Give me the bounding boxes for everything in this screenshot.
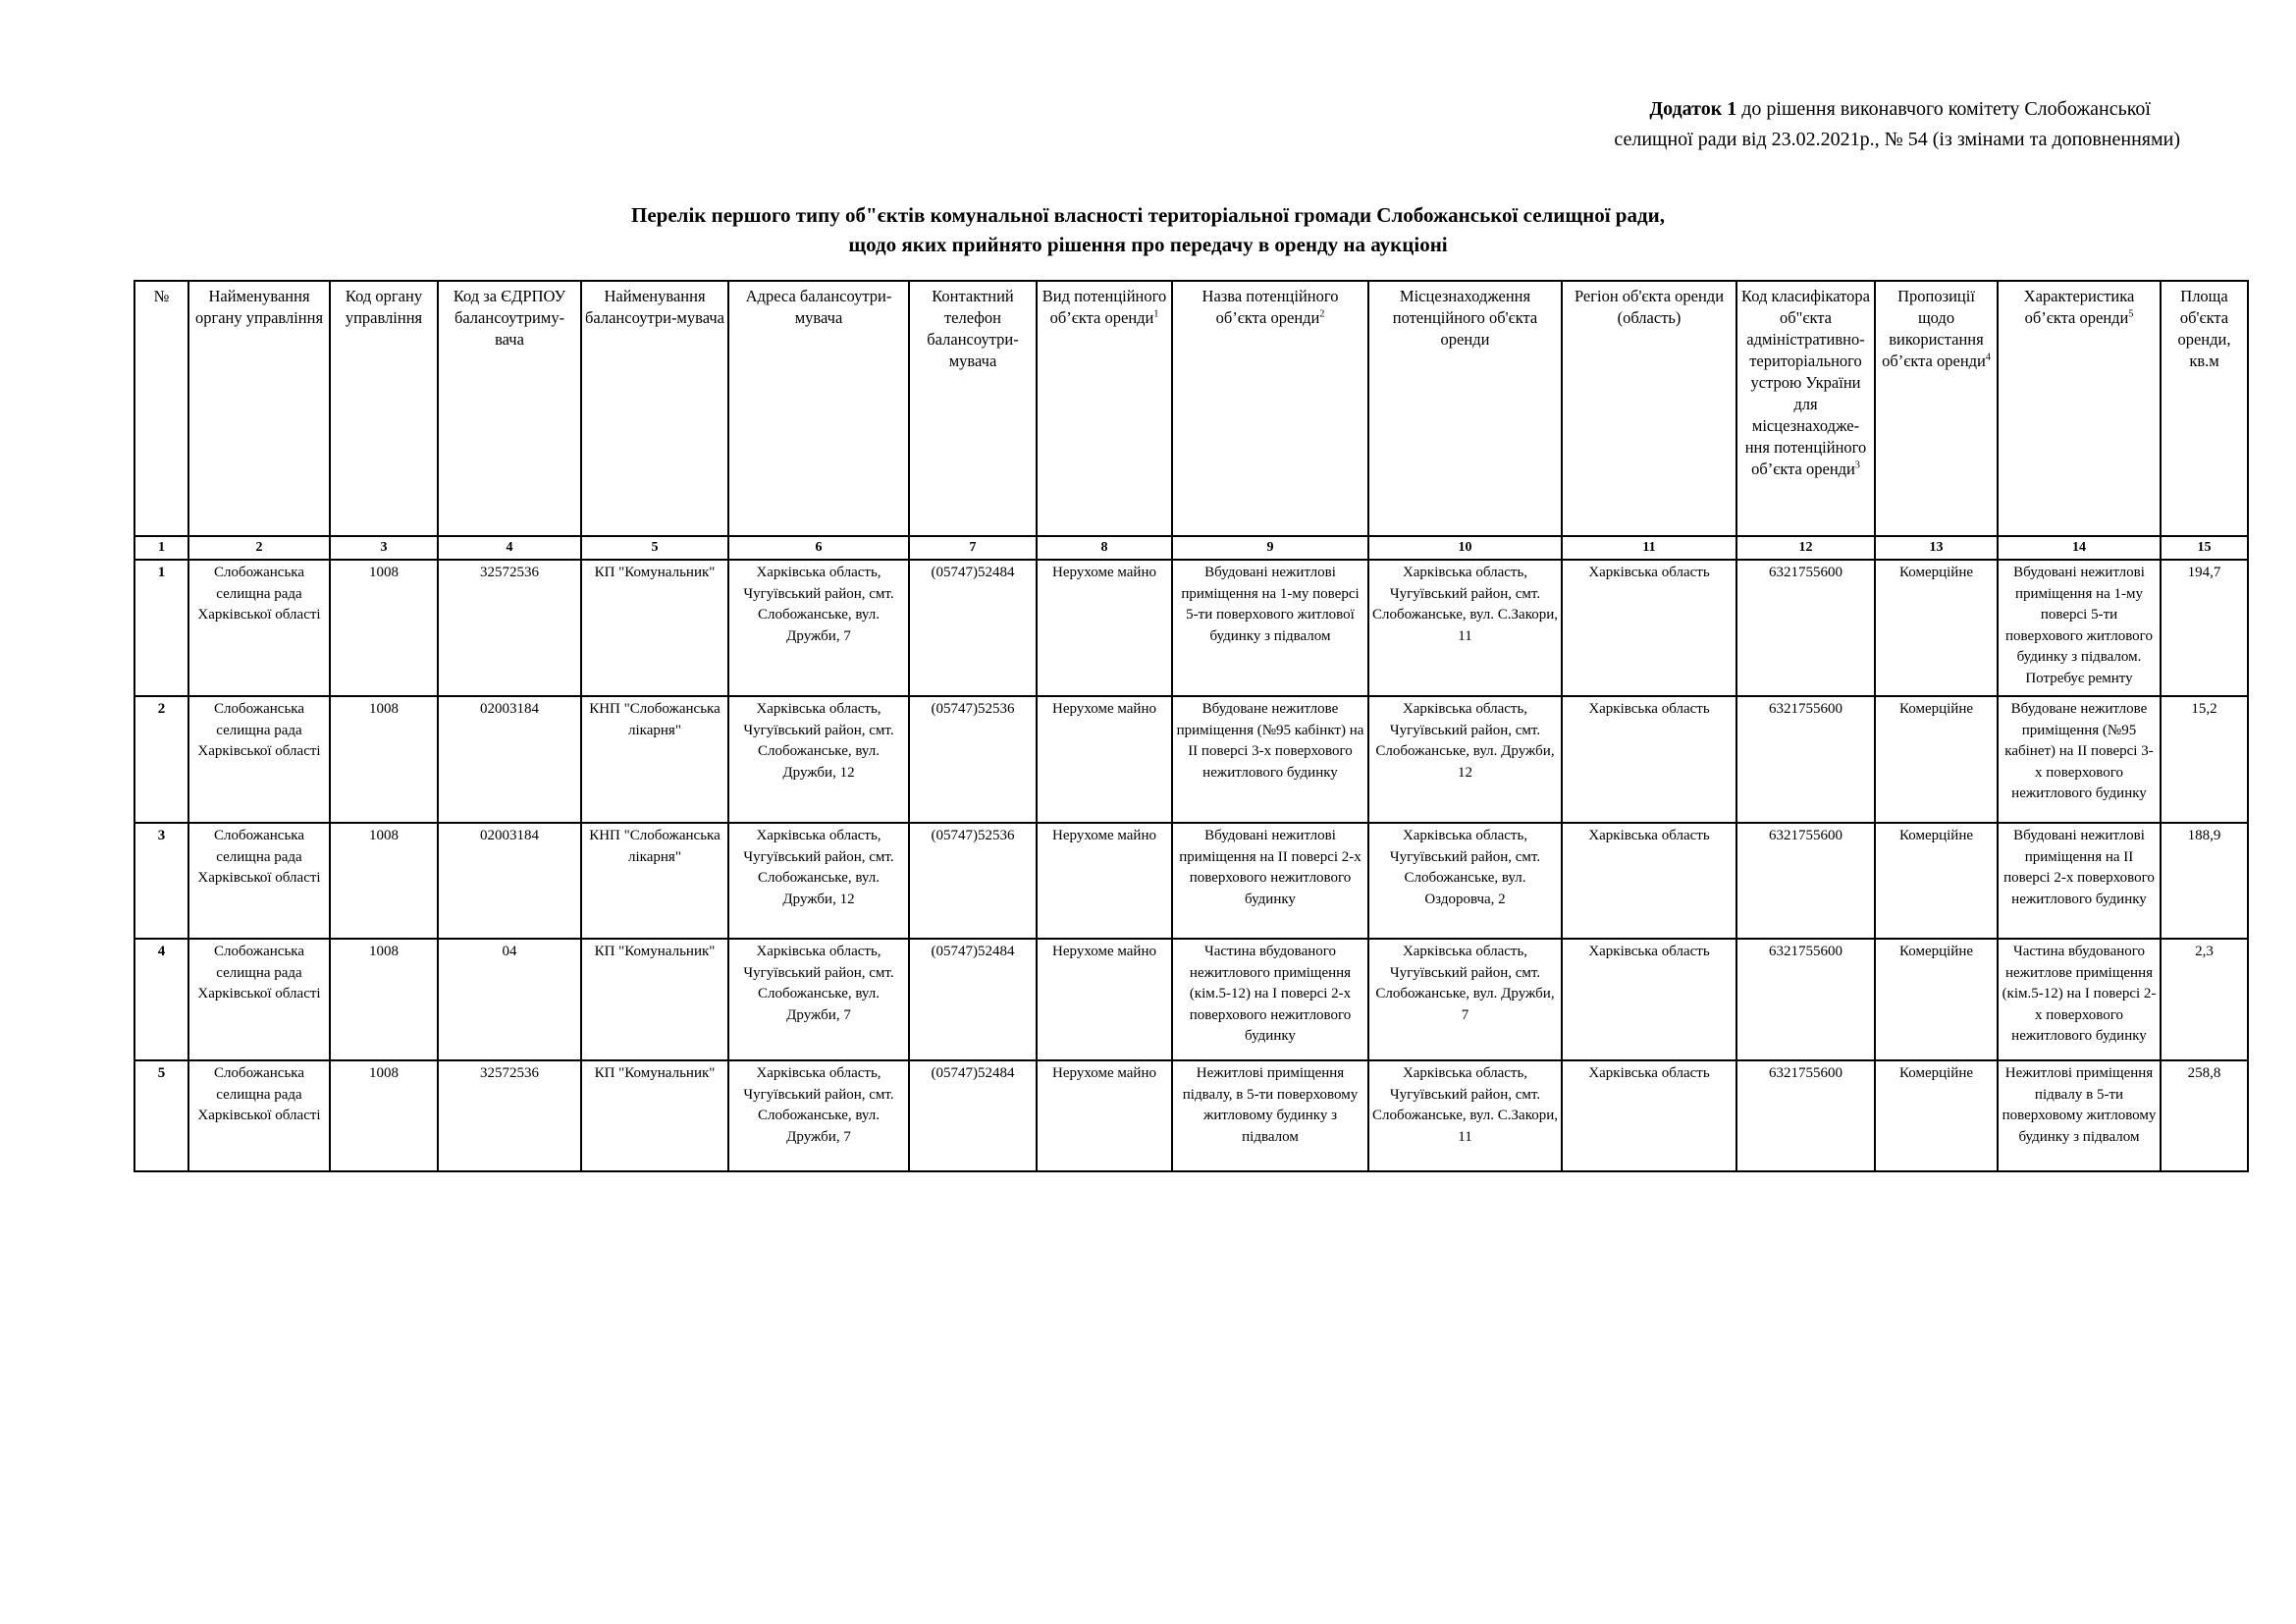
table-cell: (05747)52536 <box>909 696 1037 823</box>
column-numbers-row <box>134 536 2248 560</box>
table-cell: Частина вбудованого нежитлового приміщення (кім.5-12) на I поверсі 2-х поверхового нежитлового будинку <box>1172 939 1368 1060</box>
table-row <box>134 939 2248 1060</box>
table-header <box>134 281 2248 560</box>
table-cell: Комерційне <box>1875 1060 1998 1171</box>
table-cell: 02003184 <box>438 823 581 939</box>
column-number: 2 <box>188 536 330 560</box>
column-header-text: Назва потенційного об’єкта оренди <box>1201 287 1339 327</box>
column-header <box>1736 281 1875 536</box>
column-number: 15 <box>2161 536 2248 560</box>
column-number: 4 <box>438 536 581 560</box>
document-title <box>0 200 2296 259</box>
table-cell: Харківська область, Чугуївський район, смт. Слобожанське, вул. Дружби, 12 <box>728 823 909 939</box>
table-cell: Харківська область, Чугуївський район, смт. Слобожанське, вул. Дружби, 12 <box>1368 696 1562 823</box>
column-header-text: Код органу управління <box>345 287 423 327</box>
row-number-cell: 5 <box>134 1060 188 1171</box>
column-header-text: Пропозиції щодо використання об’єкта оренди <box>1882 287 1986 370</box>
column-number: 12 <box>1736 536 1875 560</box>
column-header-text: Площа об'єкта оренди, кв.м <box>2177 287 2231 370</box>
table-cell: 6321755600 <box>1736 1060 1875 1171</box>
table-cell: Вбудовані нежитлові приміщення на II поверсі 2-х поверхового нежитлового будинку <box>1998 823 2161 939</box>
column-header <box>1368 281 1562 536</box>
table-cell: КП "Комунальник" <box>581 939 728 1060</box>
table-body <box>134 560 2248 1171</box>
column-number: 7 <box>909 536 1037 560</box>
table-cell: Вбудовані нежитлові приміщення на 1-му поверсі 5-ти поверхового житлового будинку з підвалом. Потребує ремнту <box>1998 560 2161 696</box>
column-header-text: Характеристика об’єкта оренди <box>2023 287 2135 327</box>
table-cell: Вбудоване нежитлове приміщення (№95 кабінкт) на II поверсі 3-х поверхового нежитлового будинку <box>1172 696 1368 823</box>
column-header-text: Адреса балансоутри-мувача <box>745 287 892 327</box>
column-header <box>438 281 581 536</box>
table-row <box>134 1060 2248 1171</box>
row-number-cell: 3 <box>134 823 188 939</box>
annex-line-2: селищної ради від 23.02.2021р., № 54 (із змінами та доповненнями) <box>1614 129 2180 150</box>
footnote-marker: 4 <box>1985 352 1991 363</box>
table-cell: Харківська область, Чугуївський район, смт. Слобожанське, вул. Дружби, 7 <box>728 939 909 1060</box>
table-cell: (05747)52536 <box>909 823 1037 939</box>
table-cell: Харківська область <box>1562 696 1736 823</box>
table-cell: Частина вбудованого нежитлове приміщення (кім.5-12) на I поверсі 2-х поверхового нежитлового будинку <box>1998 939 2161 1060</box>
table-cell: Харківська область, Чугуївський район, смт. Слобожанське, вул. Оздоровча, 2 <box>1368 823 1562 939</box>
column-number: 6 <box>728 536 909 560</box>
table-cell: Харківська область, Чугуївський район, смт. Слобожанське, вул. Дружби, 12 <box>728 696 909 823</box>
column-header-text: Код за ЄДРПОУ балансоутриму-вача <box>453 287 566 349</box>
table-cell: Слобожанська селищна рада Харківської області <box>188 696 330 823</box>
table-row <box>134 696 2248 823</box>
table-cell: Нерухоме майно <box>1037 823 1172 939</box>
title-line-1: Перелік першого типу об"єктів комунальної власності територіальної громади Слобожанської селищної ради, <box>631 203 1665 227</box>
table-cell: Слобожанська селищна рада Харківської області <box>188 1060 330 1171</box>
table-cell: Комерційне <box>1875 560 1998 696</box>
column-header-text: Регіон об'єкта оренди (область) <box>1574 287 1725 327</box>
column-number: 11 <box>1562 536 1736 560</box>
table-cell: КНП "Слобожанська лікарня" <box>581 823 728 939</box>
table-cell: (05747)52484 <box>909 1060 1037 1171</box>
table-cell: 32572536 <box>438 1060 581 1171</box>
table-cell: Харківська область, Чугуївський район, смт. Слобожанське, вул. Дружби, 7 <box>728 560 909 696</box>
table-cell: Харківська область, Чугуївський район, смт. Слобожанське, вул. Дружби, 7 <box>1368 939 1562 1060</box>
table-cell: 1008 <box>330 560 438 696</box>
column-header <box>2161 281 2248 536</box>
footnote-marker: 2 <box>1319 308 1325 320</box>
column-header-text: Вид потенційного об’єкта оренди <box>1041 287 1167 327</box>
column-header <box>1875 281 1998 536</box>
table-cell: Комерційне <box>1875 696 1998 823</box>
column-number: 10 <box>1368 536 1562 560</box>
table-cell: 6321755600 <box>1736 939 1875 1060</box>
column-header <box>1037 281 1172 536</box>
table-cell: Слобожанська селищна рада Харківської області <box>188 939 330 1060</box>
column-number: 9 <box>1172 536 1368 560</box>
column-header-text: Найменування органу управління <box>194 287 324 327</box>
footnote-marker: 1 <box>1153 308 1159 320</box>
column-number: 14 <box>1998 536 2161 560</box>
table-cell: 2,3 <box>2161 939 2248 1060</box>
column-header <box>188 281 330 536</box>
table-cell: 1008 <box>330 1060 438 1171</box>
table-cell: Харківська область <box>1562 1060 1736 1171</box>
table-cell: Нежитлові приміщення підвалу, в 5-ти поверховому житловому будинку з підвалом <box>1172 1060 1368 1171</box>
table-row <box>134 560 2248 696</box>
column-number: 13 <box>1875 536 1998 560</box>
header-row <box>134 281 2248 536</box>
table-cell: Комерційне <box>1875 823 1998 939</box>
column-header-text: Найменування балансоутри-мувача <box>585 287 724 327</box>
column-number: 1 <box>134 536 188 560</box>
column-header-text: Місцезнаходження потенційного об'єкта оренди <box>1392 287 1538 349</box>
table-cell: КНП "Слобожанська лікарня" <box>581 696 728 823</box>
table-row <box>134 823 2248 939</box>
table-cell: Харківська область <box>1562 823 1736 939</box>
column-header <box>134 281 188 536</box>
table-cell: 194,7 <box>2161 560 2248 696</box>
column-header <box>581 281 728 536</box>
column-header <box>1562 281 1736 536</box>
column-header <box>1172 281 1368 536</box>
table-cell: 02003184 <box>438 696 581 823</box>
table-cell: Харківська область, Чугуївський район, смт. Слобожанське, вул. Дружби, 7 <box>728 1060 909 1171</box>
table-cell: Вбудоване нежитлове приміщення (№95 кабінет) на II поверсі 3-х поверхового нежитлового будинку <box>1998 696 2161 823</box>
column-header <box>909 281 1037 536</box>
row-number-cell: 2 <box>134 696 188 823</box>
table-cell: 15,2 <box>2161 696 2248 823</box>
table-cell: Вбудовані нежитлові приміщення на 1-му поверсі 5-ти поверхового житлової будинку з підвалом <box>1172 560 1368 696</box>
table-cell: (05747)52484 <box>909 939 1037 1060</box>
table-cell: 188,9 <box>2161 823 2248 939</box>
table-cell: 1008 <box>330 823 438 939</box>
footnote-marker: 3 <box>1854 460 1860 471</box>
annex-line-1 <box>1614 94 2180 125</box>
objects-table <box>133 280 2249 1172</box>
column-header-text: Контактний телефон балансоутри-мувача <box>927 287 1019 370</box>
column-header <box>1998 281 2161 536</box>
table-cell: 6321755600 <box>1736 823 1875 939</box>
table-cell: Вбудовані нежитлові приміщення на II поверсі 2-х поверхового нежитлового будинку <box>1172 823 1368 939</box>
table-cell: 1008 <box>330 939 438 1060</box>
table-cell: Харківська область, Чугуївський район, смт. Слобожанське, вул. С.Закори, 11 <box>1368 1060 1562 1171</box>
table-cell: 04 <box>438 939 581 1060</box>
table-cell: Харківська область <box>1562 939 1736 1060</box>
column-header-text: № <box>153 287 170 305</box>
table-cell: 32572536 <box>438 560 581 696</box>
table-cell: Нерухоме майно <box>1037 560 1172 696</box>
column-number: 3 <box>330 536 438 560</box>
column-header-text: Код класифікатора об"єкта адміністративно-територіального устрою України для місцезнаходже-ння потенційного об’єкта оренди <box>1741 287 1870 478</box>
table-cell: 258,8 <box>2161 1060 2248 1171</box>
table-cell: Слобожанська селищна рада Харківської області <box>188 823 330 939</box>
table-cell: Комерційне <box>1875 939 1998 1060</box>
column-number: 8 <box>1037 536 1172 560</box>
table-cell: КП "Комунальник" <box>581 560 728 696</box>
table-cell: 6321755600 <box>1736 696 1875 823</box>
table-cell: Харківська область <box>1562 560 1736 696</box>
table-cell: 1008 <box>330 696 438 823</box>
table-cell: 6321755600 <box>1736 560 1875 696</box>
table-cell: Нерухоме майно <box>1037 696 1172 823</box>
row-number-cell: 4 <box>134 939 188 1060</box>
table-cell: Харківська область, Чугуївський район, смт. Слобожанське, вул. С.Закори, 11 <box>1368 560 1562 696</box>
annex-line-1-text: до рішення виконавчого комітету Слобожанської <box>1736 98 2151 120</box>
table-cell: Нерухоме майно <box>1037 1060 1172 1171</box>
table-cell: Нежитлові приміщення підвалу в 5-ти поверховому житловому будинку з підвалом <box>1998 1060 2161 1171</box>
table-cell: Нерухоме майно <box>1037 939 1172 1060</box>
table-cell: Слобожанська селищна рада Харківської області <box>188 560 330 696</box>
annex-label: Додаток 1 <box>1649 98 1737 120</box>
column-header <box>728 281 909 536</box>
table-cell: КП "Комунальник" <box>581 1060 728 1171</box>
annex-note <box>1614 94 2180 155</box>
row-number-cell: 1 <box>134 560 188 696</box>
table-cell: (05747)52484 <box>909 560 1037 696</box>
column-header <box>330 281 438 536</box>
title-line-2: щодо яких прийнято рішення про передачу в оренду на аукціоні <box>848 233 1448 256</box>
footnote-marker: 5 <box>2128 308 2134 320</box>
column-number: 5 <box>581 536 728 560</box>
